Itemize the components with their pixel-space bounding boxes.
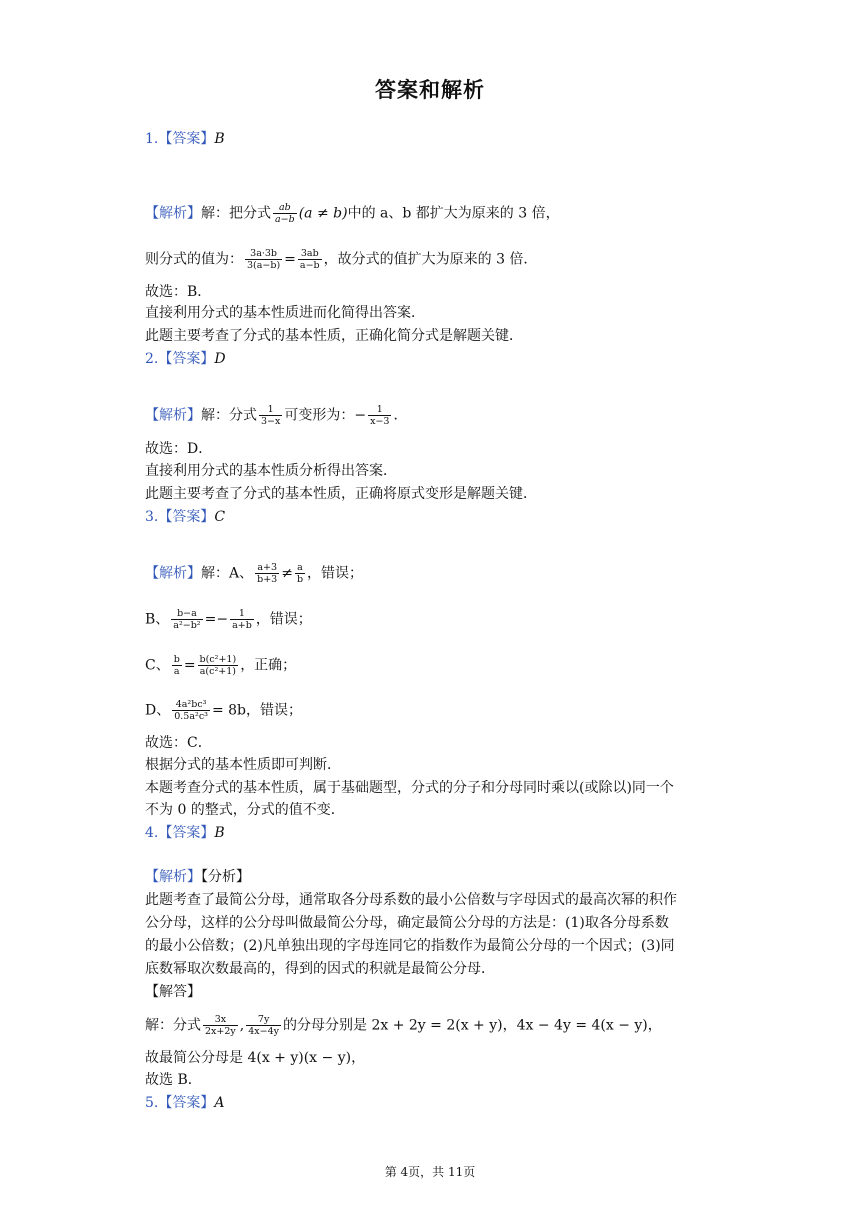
numerator: 7y [246, 1014, 281, 1026]
denominator: 2x+2y [205, 1026, 236, 1037]
answer-value: A [214, 1095, 225, 1111]
q4-analysis-p4: 底数幂取次数最高的，得到的因式的积就是最简公分母． [145, 961, 495, 977]
fraction [255, 562, 279, 585]
numerator: a [295, 562, 305, 574]
q2-choice: 故选：D． [145, 441, 213, 457]
denominator: 3(a−b) [247, 260, 281, 271]
q1-analysis-line2 [145, 248, 537, 271]
numerator: ab [273, 202, 297, 214]
text: ，错误； [255, 611, 312, 628]
q4-analysis-p1: 此题考查了最简公分母，通常取各分母系数的最小公倍数与字母因式的最高次幂的积作 [145, 892, 677, 908]
text: 解：A、 [201, 565, 254, 582]
q3-option-b [145, 608, 312, 631]
fraction [203, 1014, 238, 1037]
equals: = [284, 251, 296, 268]
numerator: 1 [259, 404, 282, 416]
answer-value: C [214, 509, 226, 525]
analysis-label: 【解析】 [145, 407, 201, 424]
numerator: a+3 [255, 562, 279, 574]
numerator: b−a [171, 608, 202, 620]
relation: ≠ [281, 565, 293, 582]
denominator: a−b [275, 214, 295, 225]
denominator: a−b [299, 260, 320, 271]
text: ． [393, 407, 408, 424]
numerator: 3ab [298, 248, 322, 260]
fraction [172, 699, 210, 722]
denominator: x−3 [370, 416, 390, 427]
q3-comment-line1: 本题考查分式的基本性质，属于基础题型，分式的分子和分母同时乘以(或除以)同一个 [145, 780, 674, 796]
numerator: 1 [230, 608, 254, 620]
answer-label: 1.【答案】 [145, 131, 215, 147]
fraction [230, 608, 254, 631]
q2-method: 直接利用分式的基本性质分析得出答案． [145, 463, 397, 479]
text: ，故分式的值扩大为原来的 3 倍． [323, 251, 538, 268]
q5-answer [145, 1093, 224, 1113]
answer-label: 2.【答案】 [145, 351, 215, 367]
denominator: 4x−4y [248, 1026, 280, 1037]
answer-value: B [214, 131, 225, 147]
denominator: a [173, 666, 180, 677]
denominator: 3−x [261, 416, 281, 427]
answer-label: 3.【答案】 [145, 509, 215, 525]
q3-comment-line2: 不为 0 的整式，分式的值不变． [145, 802, 345, 818]
q4-analysis-p3: 的最小公倍数；(2)凡单独出现的字母连同它的指数作为最简公分母的一个因式；(3)同 [145, 938, 675, 954]
q3-choice: 故选：C． [145, 735, 212, 751]
q2-answer [145, 349, 226, 369]
fraction [198, 654, 239, 677]
fraction [171, 608, 202, 631]
condition: (a ≠ b) [298, 205, 348, 222]
page-title: 答案和解析 [375, 78, 485, 102]
q1-analysis-line1 [145, 202, 560, 225]
answer-value: D [214, 351, 226, 367]
q3-option-d [145, 699, 302, 722]
q4-solution-line2: 故最简公分母是 4(x + y)(x − y)， [145, 1050, 366, 1066]
relation: = 8b [211, 702, 247, 719]
q4-solution-line1 [145, 1014, 662, 1037]
text: ，错误； [307, 565, 364, 582]
fraction [245, 248, 282, 271]
q3-answer [145, 507, 225, 527]
answer-value: B [214, 825, 225, 841]
denominator: b [296, 574, 304, 585]
q1-method: 直接利用分式的基本性质进而化简得出答案． [145, 305, 425, 321]
relation: = [183, 657, 196, 674]
text: 解：分式 [201, 407, 257, 424]
numerator: 3x [203, 1014, 238, 1026]
q3-option-a [145, 562, 363, 585]
analysis-sub-label: 【分析】 [201, 869, 250, 885]
fraction [273, 202, 297, 225]
text: 中的 a、b 都扩大为原来的 3 倍， [347, 205, 560, 222]
q1-comment: 此题主要考查了分式的基本性质，正确化简分式是解题关键． [145, 328, 523, 344]
text: ，正确； [240, 657, 297, 674]
separator: , [239, 1017, 245, 1034]
q4-answer [145, 823, 225, 843]
q3-basis: 根据分式的基本性质即可判断． [145, 757, 341, 773]
q3-option-c [145, 654, 296, 677]
numerator: b(c²+1) [199, 654, 237, 665]
text: ，错误； [246, 702, 303, 719]
q4-analysis-p2: 公分母，这样的公分母叫做最简公分母，确定最简公分母的方法是：(1)取各分母系数 [145, 915, 669, 931]
numerator: 4a²bc³ [172, 699, 210, 711]
fraction [368, 404, 391, 427]
text: 解：把分式 [201, 205, 271, 222]
q2-comment: 此题主要考查了分式的基本性质，正确将原式变形是解题关键． [145, 486, 537, 502]
numerator: 3a·3b [245, 248, 282, 260]
analysis-label: 【解析】 [145, 205, 201, 222]
answer-label: 4.【答案】 [145, 825, 215, 841]
denominator: b+3 [257, 574, 278, 585]
fraction [246, 1014, 281, 1037]
fraction [172, 654, 182, 677]
text: B、 [145, 611, 170, 628]
text: 则分式的值为： [145, 251, 243, 268]
numerator: 1 [368, 404, 391, 416]
denominator: a(c²+1) [199, 666, 236, 677]
fraction [259, 404, 282, 427]
q1-choice: 故选：B． [145, 284, 212, 300]
text: C、 [145, 657, 170, 674]
q1-answer [145, 129, 225, 149]
denominator: a+b [232, 620, 252, 631]
text: 的分母分别是 2x + 2y = 2(x + y)，4x − 4y = 4(x − y)， [283, 1017, 662, 1034]
fraction [298, 248, 322, 271]
denominator: 0.5a²c³ [174, 711, 208, 722]
numerator: b [173, 654, 180, 665]
q4-answer-sub-label: 【解答】 [145, 984, 201, 1000]
text: D、 [145, 702, 171, 719]
denominator: a²−b² [173, 620, 201, 631]
text: 解：分式 [145, 1017, 201, 1034]
fraction [295, 562, 305, 585]
answer-label: 5.【答案】 [145, 1095, 215, 1111]
relation: =− [204, 611, 229, 628]
q4-solution-line3: 故选 B． [145, 1072, 202, 1088]
q2-analysis-line1 [145, 404, 407, 427]
q4-analysis-heading [145, 867, 250, 887]
text: 可变形为：− [284, 407, 367, 424]
page-footer: 第 4页，共 11页 [384, 1165, 476, 1179]
analysis-label: 【解析】 [145, 869, 201, 885]
analysis-label: 【解析】 [145, 565, 201, 582]
